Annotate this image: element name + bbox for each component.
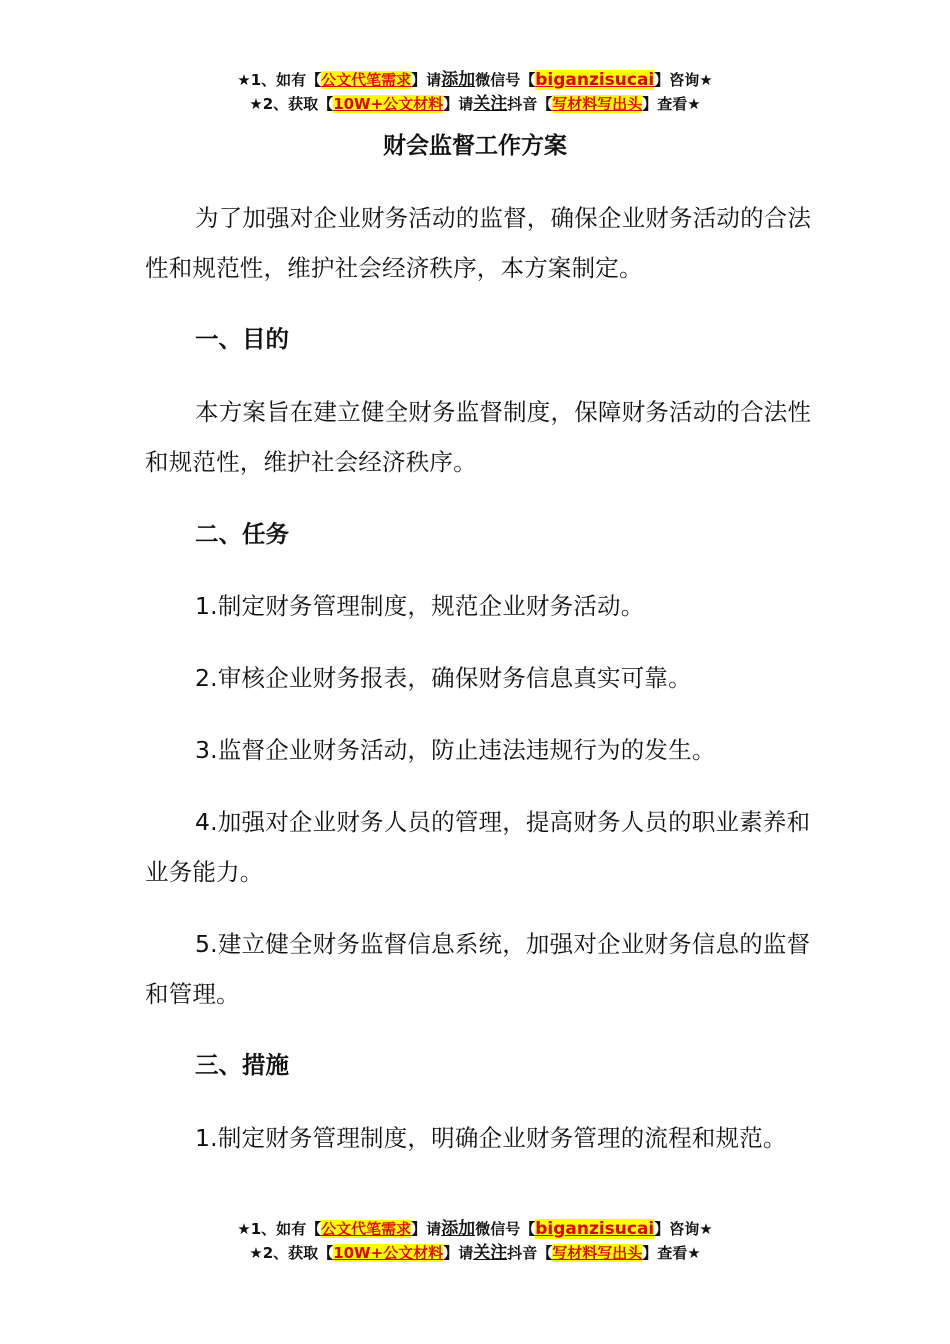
task-item: 2.审核企业财务报表，确保财务信息真实可靠。 xyxy=(195,664,692,692)
banner-text: 】咨询★ xyxy=(654,1220,713,1238)
banner-text: 】查看★ xyxy=(642,1244,701,1262)
banner-underlined: 关注 xyxy=(473,94,508,114)
banner-text: 微信号【 xyxy=(475,71,536,89)
banner-text: 抖音【 xyxy=(507,1244,553,1262)
banner-highlight: biganzisucai xyxy=(535,1219,655,1239)
section-heading-tasks: 二、任务 xyxy=(195,520,289,548)
banner-line-1 xyxy=(0,68,950,92)
intro-paragraph: 为了加强对企业财务活动的监督，确保企业财务活动的合法性和规范性，维护社会经济秩序，本方案制定。 xyxy=(145,204,812,282)
banner-text: ★2、获取【 xyxy=(249,1244,334,1262)
banner-highlight: 10W+公文材料 xyxy=(333,95,444,113)
banner-underlined: 关注 xyxy=(473,1243,508,1263)
banner-highlight: 写材料写出头 xyxy=(552,95,643,113)
banner-text: ★1、如有【 xyxy=(237,71,322,89)
banner-highlight: biganzisucai xyxy=(535,70,655,90)
footer-banner xyxy=(0,1217,950,1265)
task-item: 3.监督企业财务活动，防止违法违规行为的发生。 xyxy=(195,736,716,764)
measure-item: 1.制定财务管理制度，明确企业财务管理的流程和规范。 xyxy=(195,1124,787,1152)
banner-highlight: 写材料写出头 xyxy=(552,1244,643,1262)
banner-underlined: 添加 xyxy=(441,1219,476,1239)
header-banner xyxy=(0,68,950,116)
task-item: 1.制定财务管理制度，规范企业财务活动。 xyxy=(195,592,645,620)
banner-text: 微信号【 xyxy=(475,1220,536,1238)
banner-line-1 xyxy=(0,1217,950,1241)
banner-highlight: 10W+公文材料 xyxy=(333,1244,444,1262)
banner-text: ★1、如有【 xyxy=(237,1220,322,1238)
section-heading-measures: 三、措施 xyxy=(195,1051,289,1079)
task-item: 4.加强对企业财务人员的管理，提高财务人员的职业素养和业务能力。 xyxy=(145,808,811,886)
banner-highlight: 公文代笔需求 xyxy=(321,1220,412,1238)
document-title: 财会监督工作方案 xyxy=(383,133,567,159)
banner-text: 】请 xyxy=(443,95,474,113)
banner-text: 抖音【 xyxy=(507,95,553,113)
section-heading-purpose: 一、目的 xyxy=(195,325,289,353)
banner-text: 】请 xyxy=(443,1244,474,1262)
banner-text: 】请 xyxy=(411,71,442,89)
banner-text: 】请 xyxy=(411,1220,442,1238)
banner-text: 】咨询★ xyxy=(654,71,713,89)
banner-highlight: 公文代笔需求 xyxy=(321,71,412,89)
banner-line-2 xyxy=(0,92,950,116)
banner-text: 】查看★ xyxy=(642,95,701,113)
purpose-paragraph: 本方案旨在建立健全财务监督制度，保障财务活动的合法性和规范性，维护社会经济秩序。 xyxy=(145,398,812,476)
banner-underlined: 添加 xyxy=(441,70,476,90)
banner-text: ★2、获取【 xyxy=(249,95,334,113)
banner-line-2 xyxy=(0,1241,950,1265)
task-item: 5.建立健全财务监督信息系统，加强对企业财务信息的监督和管理。 xyxy=(145,930,811,1008)
